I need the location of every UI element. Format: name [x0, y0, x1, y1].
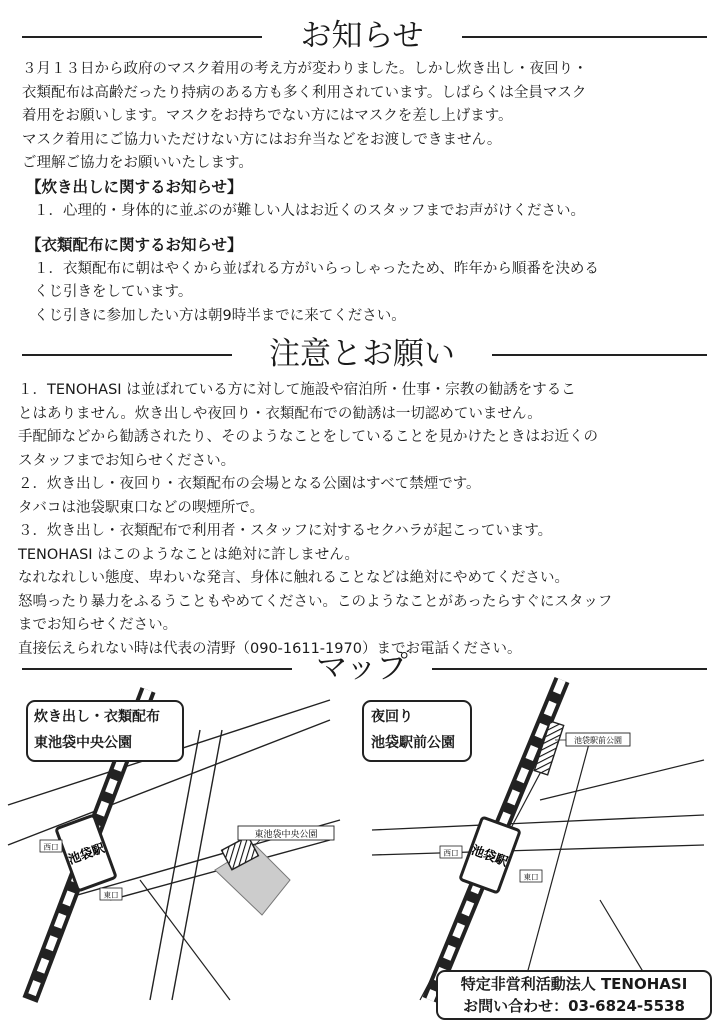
caution-line: 怒鳴ったり暴力をふるうこともやめてください。このようなことがあったらすぐにスタッフ — [18, 593, 613, 610]
right-map-label — [362, 700, 472, 762]
west-exit-label: 西口 — [443, 848, 459, 858]
clothing-heading: 【衣類配布に関するお知らせ】 — [26, 236, 243, 254]
left-map-label-line2: 東池袋中央公園 — [34, 735, 132, 751]
caution-line: 直接伝えられない時は代表の清野（090-1611-1970）までお電話ください。 — [18, 640, 522, 657]
road — [172, 730, 222, 1000]
contact-phone: お問い合わせ：03-6824-5538 — [463, 997, 685, 1015]
clothing-line: くじ引きに参加したい方は朝9時半までに来てください。 — [34, 307, 406, 324]
notice-line: 衣類配布は高齢だったり持病のある方も多く利用されています。しばらくは全員マスク — [22, 84, 587, 101]
west-exit-label: 西口 — [43, 842, 59, 852]
caution-line: 手配師などから勧誘されたり、そのようなことをしていることを見かけたときはお近くの — [18, 429, 598, 445]
contact-box — [436, 970, 712, 1020]
road — [540, 760, 704, 800]
notice-line: 着用をお願いします。マスクをお持ちでない方にはマスクを差し上げます。 — [22, 108, 513, 124]
road — [372, 845, 704, 855]
caution-line: ２．炊き出し・夜回り・衣類配布の会場となる公園はすべて禁煙です。 — [18, 476, 481, 492]
east-exit-label: 東口 — [523, 872, 539, 882]
caution-line: スタッフまでお知らせください。 — [18, 452, 236, 469]
park-callout-label: 東池袋中央公園 — [254, 830, 318, 840]
map-title: マップ — [316, 650, 408, 686]
left-map-label — [26, 700, 184, 762]
notice-title: お知らせ — [300, 18, 424, 54]
notice-line: マスク着用にご協力いただけない方にはお弁当などをお渡しできません。 — [22, 131, 502, 148]
notice-line: ３月１３日から政府のマスク着用の考え方が変わりました。しかし炊き出し・夜回り・ — [22, 61, 588, 77]
caution-line: タバコは池袋駅東口などの喫煙所で。 — [18, 499, 265, 516]
right-map-label-line1: 夜回り — [371, 709, 413, 725]
station-label: 池袋駅 — [469, 842, 511, 869]
left-map-label-line1: 炊き出し・衣類配布 — [34, 709, 160, 725]
contact-org: 特定非営利活動法人 TENOHASI — [460, 975, 688, 993]
caution-line: とはありません。炊き出しや夜回り・衣類配布での勧誘は一切認めていません。 — [18, 405, 542, 422]
caution-title: 注意とお願い — [269, 336, 455, 372]
caution-line: ３．炊き出し・衣類配布で利用者・スタッフに対するセクハラが起こっています。 — [18, 523, 553, 539]
caution-line: までお知らせください。 — [18, 617, 178, 633]
clothing-line: １．衣類配布に朝はやくから並ばれる方がいらっしゃったため、昨年から順番を決める — [34, 260, 599, 277]
caution-line: TENOHASI はこのようなことは絶対に許しません。 — [18, 546, 360, 563]
clothing-line: くじ引きをしています。 — [34, 284, 193, 300]
notice-line: ご理解ご協力をお願いいたします。 — [22, 155, 253, 171]
station-label: 池袋駅 — [65, 840, 107, 867]
caution-line: なれなれしい態度、卑わいな発言、身体に触れることなどは絶対にやめてください。 — [18, 570, 569, 586]
road — [372, 815, 704, 830]
right-map-label-line2: 池袋駅前公園 — [371, 735, 455, 751]
east-exit-label: 東口 — [103, 890, 119, 900]
soup-kitchen-heading: 【炊き出しに関するお知らせ】 — [26, 178, 243, 196]
road — [150, 730, 200, 1000]
caution-line: １．TENOHASI は並ばれている方に対して施設や宿泊所・仕事・宗教の勧誘をするこ — [18, 382, 576, 398]
soup-kitchen-line: １．心理的・身体的に並ぶのが難しい人はお近くのスタッフまでお声がけください。 — [34, 202, 585, 219]
park-callout-label: 池袋駅前公園 — [574, 736, 622, 745]
